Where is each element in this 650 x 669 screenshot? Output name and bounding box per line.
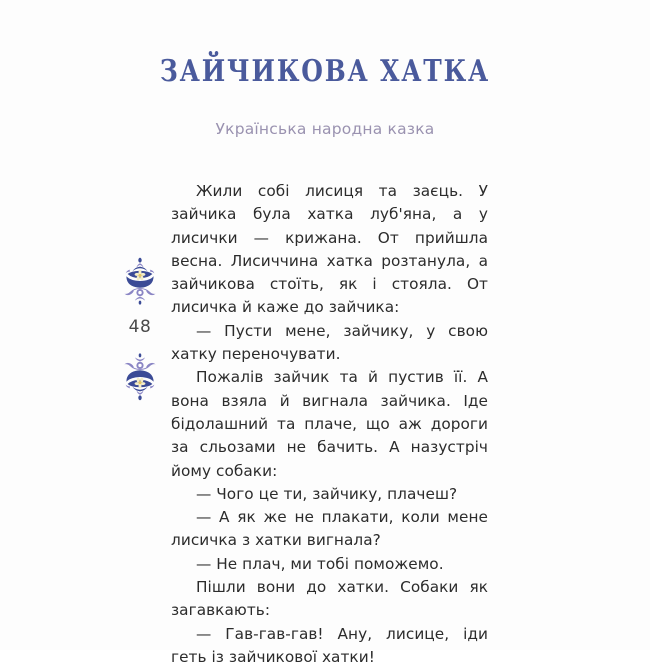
story-body	[171, 180, 488, 669]
story-paragraph: Пішли вони до хатки. Собаки як загавкають:	[171, 578, 488, 620]
floral-ornament-top-icon	[118, 256, 162, 306]
story-paragraph: — А як же не плакати, коли мене лисичка з хатки вигнала?	[171, 508, 488, 550]
page-number: 48	[128, 317, 152, 337]
page-subtitle: Українська народна казка	[215, 120, 435, 138]
floral-ornament-bottom-icon	[118, 352, 162, 402]
story-paragraph: — Не плач, ми тобі поможемо.	[196, 554, 444, 573]
story-paragraph: Пожалів зайчик та й пустив її. А вона взяла й вигнала зайчика. Іде бідолашний та плаче, що аж дороги за сльозами не бачить. А назустріч йому собаки:	[171, 368, 488, 480]
story-paragraph: Жили собі лисиця та заєць. У зайчика була хатка луб'яна, а у лисички — крижана. От прийшла весна. Лисиччина хатка розтанула, а зайчикова стоїть, як і стояла. От лисичка й каже до зайчика:	[171, 182, 488, 317]
story-paragraph: — Пусти мене, зайчику, у свою хатку переночувати.	[171, 321, 488, 364]
story-paragraph: — Гав-гав-гав! Ану, лисице, іди геть із зайчикової хатки!	[171, 624, 488, 666]
page-title: ЗАЙЧИКОВА ХАТКА	[159, 54, 491, 89]
story-paragraph: — Чого це ти, зайчику, плачеш?	[196, 484, 458, 503]
